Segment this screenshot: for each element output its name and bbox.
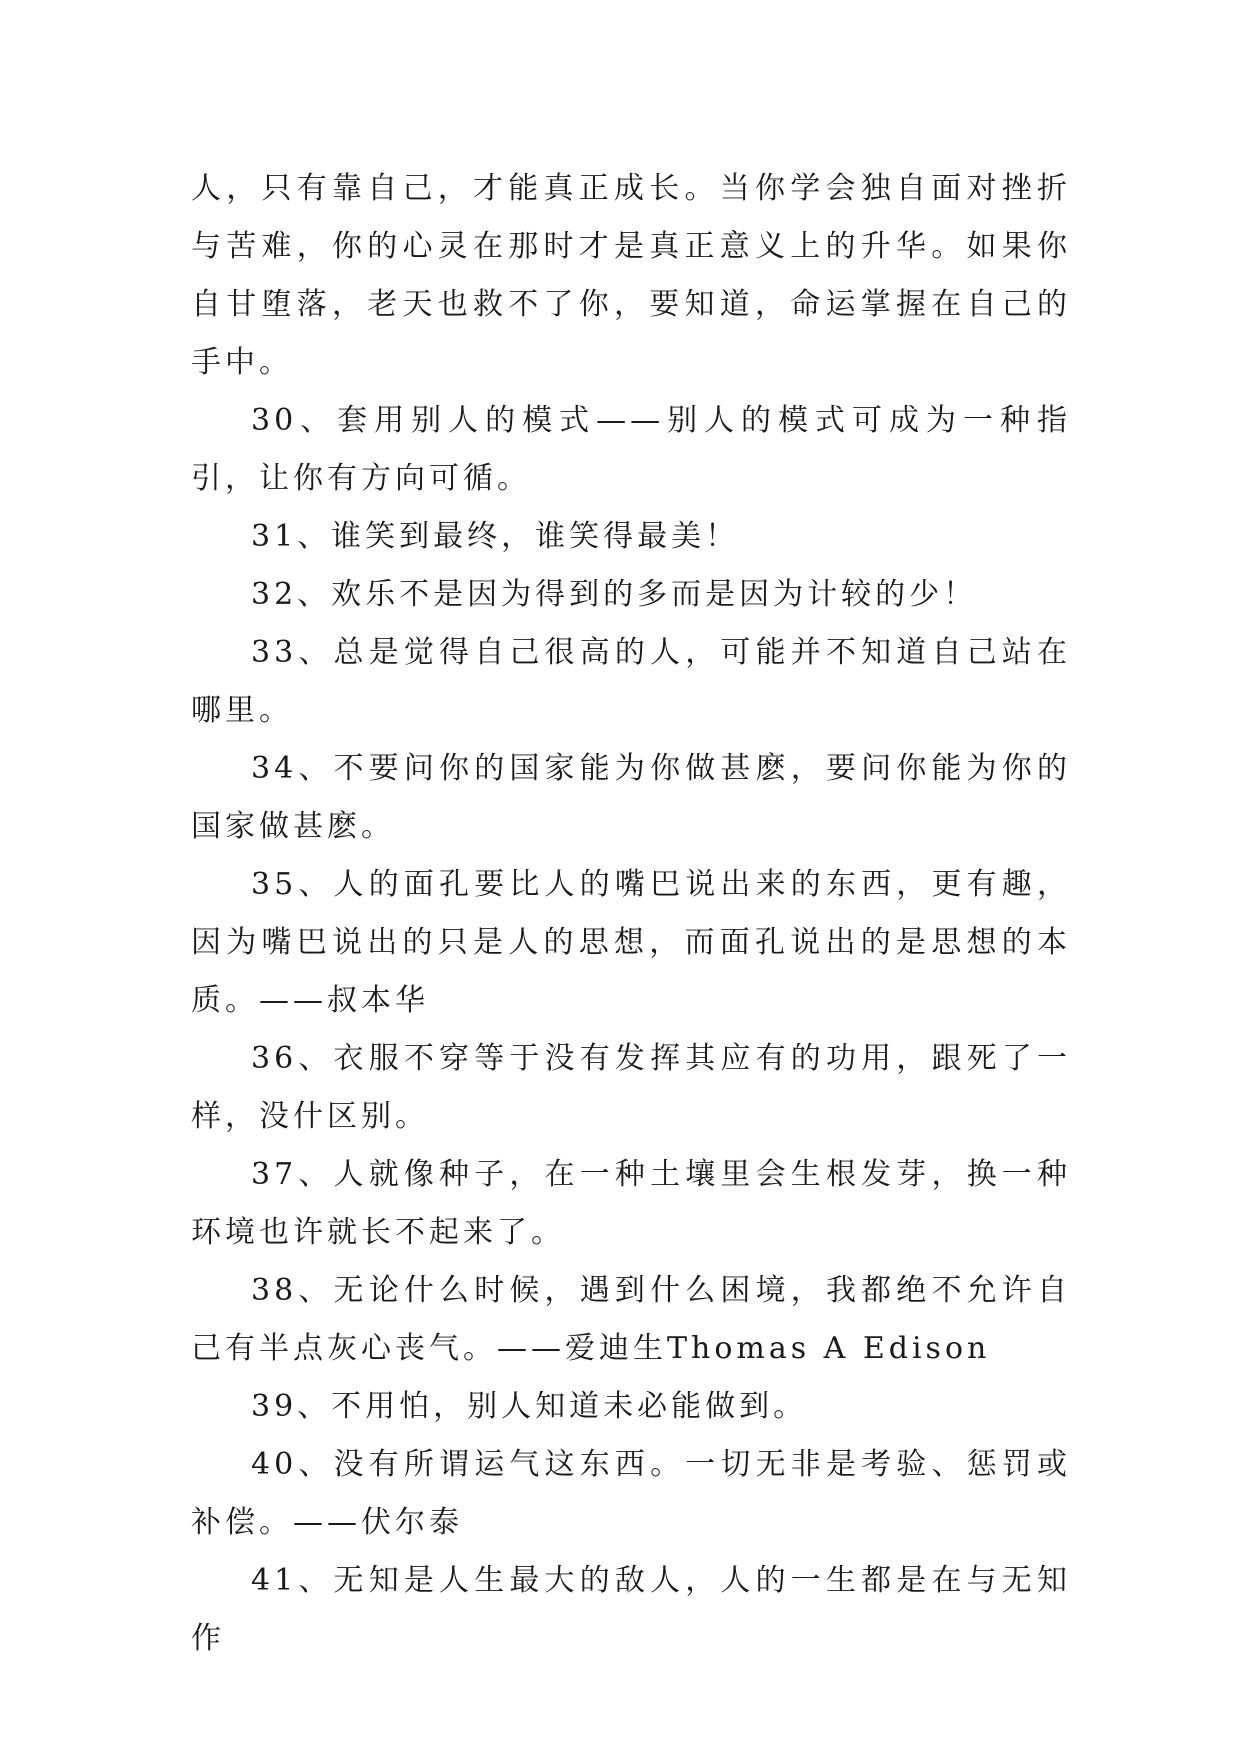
paragraph-item-35: 35、人的面孔要比人的嘴巴说出来的东西，更有趣，因为嘴巴说出的只是人的思想，而面孔说出的是思想的本质。——叔本华 — [191, 867, 1071, 1018]
paragraph-item-37: 37、人就像种子，在一种土壤里会生根发芽，换一种环境也许就长不起来了。 — [191, 1157, 1071, 1250]
paragraph-item-34: 34、不要问你的国家能为你做甚麽，要问你能为你的国家做甚麽。 — [191, 751, 1071, 844]
paragraph-item-30: 30、套用别人的模式——别人的模式可成为一种指引，让你有方向可循。 — [191, 403, 1071, 496]
paragraph-continued: 人，只有靠自己，才能真正成长。当你学会独自面对挫折与苦难，你的心灵在那时才是真正意义上的升华。如果你自甘堕落，老天也救不了你，要知道，命运掌握在自己的手中。 — [191, 171, 1071, 380]
paragraph-item-36: 36、衣服不穿等于没有发挥其应有的功用，跟死了一样，没什区别。 — [191, 1041, 1071, 1134]
paragraph-item-40: 40、没有所谓运气这东西。一切无非是考验、惩罚或补偿。——伏尔泰 — [191, 1447, 1071, 1540]
paragraph-item-32: 32、欢乐不是因为得到的多而是因为计较的少！ — [251, 577, 978, 612]
paragraph-item-39: 39、不用怕，别人知道未必能做到。 — [251, 1389, 808, 1424]
paragraph-item-33: 33、总是觉得自己很高的人，可能并不知道自己站在哪里。 — [191, 635, 1071, 728]
paragraph-item-31: 31、谁笑到最终，谁笑得最美！ — [251, 519, 740, 554]
paragraph-item-38: 38、无论什么时候，遇到什么困境，我都绝不允许自己有半点灰心丧气。——爱迪生Thomas A Edison — [191, 1273, 1071, 1366]
document-body — [191, 160, 1071, 1668]
paragraph-item-41: 41、无知是人生最大的敌人，人的一生都是在与无知作 — [191, 1563, 1071, 1656]
